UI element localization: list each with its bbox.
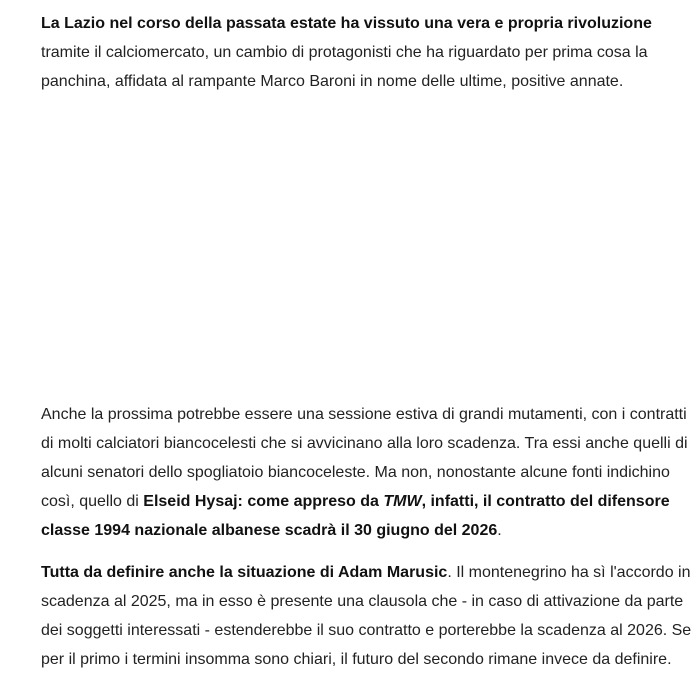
- paragraph-contracts-bold-a: Elseid Hysaj: come appreso da: [143, 493, 384, 510]
- paragraph-contracts-bold-b: , infatti, il contratto del difensore classe 1994 nazionale albanese scadrà il 30 giugno del 2026: [41, 493, 670, 539]
- paragraph-marusic-text: . Il montenegrino ha sì l'accordo in scadenza al 2025, ma in esso è presente una clausola che - in caso di attivazione da parte dei soggetti interessati - estenderebbe il suo contratto e porterebbe la scadenza al 2026. Se per il primo i termini insomma sono chiari, il futuro del secondo rimane invece da definire.: [41, 564, 692, 668]
- paragraph-marusic-bold: Tutta da definire anche la situazione di Adam Marusic: [41, 564, 448, 581]
- source-name: TMW: [383, 493, 422, 510]
- paragraph-marusic: [41, 558, 692, 674]
- paragraph-intro: [41, 9, 692, 96]
- paragraph-contracts-end: .: [497, 522, 502, 539]
- paragraph-contracts-text: Anche la prossima potrebbe essere una sessione estiva di grandi mutamenti, con i contratti di molti calciatori biancocelesti che si avvicinano alla loro scadenza. Tra essi anche quelli di alcuni senatori dello spogliatoio biancoceleste. Ma non, nonostante alcune fonti indichino così, quello di: [41, 406, 688, 510]
- paragraph-intro-text: tramite il calciomercato, un cambio di protagonisti che ha riguardato per prima cosa la panchina, affidata al rampante Marco Baroni in nome delle ultime, positive annate.: [41, 44, 648, 90]
- paragraph-intro-bold: La Lazio nel corso della passata estate ha vissuto una vera e propria rivoluzione: [41, 15, 652, 32]
- paragraph-contracts: [41, 400, 692, 545]
- ad-placeholder: [41, 104, 681, 384]
